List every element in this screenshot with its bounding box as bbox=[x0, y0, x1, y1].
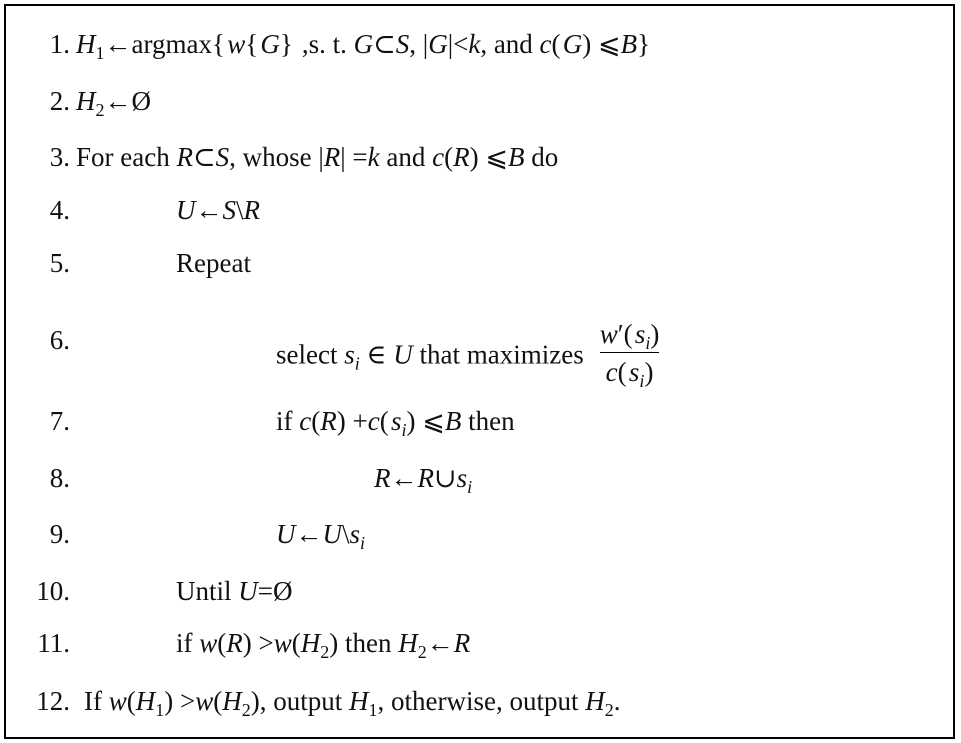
fraction: $\frac{w'( s_i)}{c( s_i)}$ bbox=[599, 319, 660, 391]
line-code: $H_1\leftarrow argmax${ w{ G} ,s. t. G⊂S, |G|<k, and c( G) ⩽B} bbox=[76, 29, 651, 63]
line-number: 3. bbox=[49, 142, 70, 172]
line-number: 10. bbox=[36, 576, 70, 606]
line-code: U←S\R bbox=[176, 195, 261, 225]
line-code: For each R⊂S, whose |R| =k and c(R) ⩽B do bbox=[76, 142, 559, 172]
line-code: select $s_i$ ∈ U that maximizes $\frac{w'( s_i)}{c( s_i)}$ bbox=[276, 320, 665, 395]
line-number: 4. bbox=[49, 195, 70, 225]
line-number: 11. bbox=[37, 628, 70, 658]
line-code: if $w(R) >w(H_2)$ then $H_2\leftarrow R$ bbox=[176, 628, 471, 662]
line-code: Until U=Ø bbox=[176, 576, 293, 606]
line-number: 2. bbox=[49, 86, 70, 116]
line-code: $R\leftarrow R\cup s_i$ bbox=[374, 463, 473, 497]
line-number: 6. bbox=[49, 325, 70, 355]
line-number: 12. bbox=[36, 686, 70, 716]
algorithm-box bbox=[4, 4, 955, 739]
line-code: If $w(H_1) >w(H_2)$, output $H_1$, otherwise, output $H_2$. bbox=[84, 686, 621, 720]
line-code: $U\leftarrow U\backslash s_i$ bbox=[276, 519, 366, 553]
line-number: 8. bbox=[49, 463, 70, 493]
line-code: if c(R) +c( $s_i$) ⩽B then bbox=[276, 406, 515, 440]
line-number: 7. bbox=[49, 406, 70, 436]
line-number: 5. bbox=[49, 248, 70, 278]
line-number: 9. bbox=[49, 519, 70, 549]
line-code: Repeat bbox=[176, 248, 251, 278]
line-number: 1. bbox=[49, 29, 70, 59]
line-code: $H_2\leftarrow Ø$ bbox=[76, 86, 151, 120]
